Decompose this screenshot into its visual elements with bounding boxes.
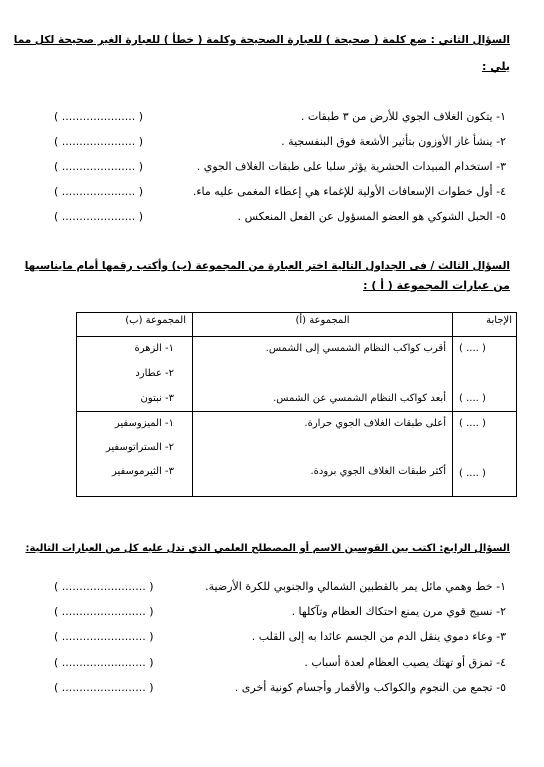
q2-answer-5[interactable]: ( ..................... )	[54, 210, 144, 223]
group2-answer-2[interactable]: ( .... )	[459, 468, 486, 479]
q4-answer-2[interactable]: ( ........................ )	[54, 605, 154, 618]
q2-item-3: ٣- استخدام المبيدات الحشرية يؤثر سلبا على طبقات الغلاف الجوي .	[196, 160, 506, 173]
group1-answer-2[interactable]: ( .... )	[459, 393, 486, 404]
group2-a-item-1: أعلى طبقات الغلاف الجوي حرارة.	[304, 418, 446, 429]
group1-a-item-2: أبعد كواكب النظام الشمسي عن الشمس.	[273, 393, 446, 404]
group2-b-item-3: ٣- الثيرموسفير	[111, 466, 174, 477]
col-ans-header: الإجابة	[486, 315, 512, 326]
matching-table	[76, 312, 517, 497]
matching-group-1	[77, 337, 517, 412]
q2-answer-2[interactable]: ( ..................... )	[54, 135, 144, 148]
q4-answer-3[interactable]: ( ........................ )	[54, 630, 154, 643]
q4-item-3: ٣- وعاء دموي ينقل الدم من الجسم عائدا به إلى القلب .	[251, 630, 506, 643]
col-a-header: المجموعة (أ)	[295, 315, 350, 326]
q2-header-line2: يلي :	[482, 60, 510, 73]
q4-item-5: ٥- تجمع من النجوم والكواكب والأقمار وأجسام كونية أخرى .	[234, 681, 506, 694]
q2-item-5: ٥- الحبل الشوكي هو العضو المسؤول عن الفعل المنعكس .	[237, 210, 506, 223]
group2-a-item-2: أكثر طبقات الغلاف الجوي برودة.	[310, 466, 446, 477]
q2-item-1: ١- يتكون الغلاف الجوي للأرض من ٣ طبقات .	[300, 110, 506, 123]
group1-b-item-2: ٢- عطارد	[135, 368, 174, 379]
group1-answer-1[interactable]: ( .... )	[459, 343, 486, 354]
q2-item-4: ٤- أول خطوات الإسعافات الأولية للإغماء هي إعطاء المغمى عليه ماء.	[192, 185, 506, 198]
q4-item-2: ٢- نسيج قوي مرن يمنع احتكاك العظام وتآكلها .	[291, 605, 506, 618]
group2-b-item-2: ٢- الستراتوسفير	[105, 442, 174, 453]
matching-table-header-row	[77, 313, 517, 337]
q4-header: السؤال الرابع: اكتب بين القوسين الاسم أو المصطلح العلمي الذي تدل عليه كل من العبارات التالية:	[25, 543, 510, 554]
group2-b-item-1: ١- الميزوسفير	[114, 418, 174, 429]
group2-answer-1[interactable]: ( .... )	[459, 418, 486, 429]
q4-item-1: ١- خط وهمي مائل يمر بالقطبين الشمالي والجنوبي للكرة الأرضية.	[205, 580, 506, 593]
matching-group-2	[77, 412, 517, 497]
q2-answer-3[interactable]: ( ..................... )	[54, 160, 144, 173]
q3-header-line1: السؤال الثالث / فى الجداول التالية اختر العبارة من المجموعة (ب) وأكتب رقمها أمام مايناسبها	[24, 260, 510, 272]
q3-header-line2: من عبارات المجموعة ( أ ) :	[363, 279, 510, 292]
q4-item-4: ٤- تمزق أو تهتك يصيب العظام لعدة أسباب .	[304, 656, 506, 669]
group1-b-item-3: ٣- نبتون	[140, 393, 174, 404]
q2-item-2: ٢- ينشأ غاز الأوزون بتأثير الأشعة فوق البنفسجية .	[281, 135, 506, 148]
q2-answer-1[interactable]: ( ..................... )	[54, 110, 144, 123]
col-b-header: المجموعة (ب)	[125, 315, 186, 326]
q4-answer-5[interactable]: ( ........................ )	[54, 681, 154, 694]
q2-header-line1: السؤال الثاني : ضع كلمة ( صحيحة ) للعبارة الصحيحة وكلمة ( خطأ ) للعبارة الغير صحيحة لكل مما	[13, 34, 510, 46]
q4-answer-4[interactable]: ( ........................ )	[54, 656, 154, 669]
q2-answer-4[interactable]: ( ..................... )	[54, 185, 144, 198]
group1-b-item-1: ١- الزهرة	[134, 343, 174, 354]
q4-answer-1[interactable]: ( ........................ )	[54, 580, 154, 593]
group1-a-item-1: أقرب كواكب النظام الشمسي إلى الشمس.	[265, 343, 446, 354]
